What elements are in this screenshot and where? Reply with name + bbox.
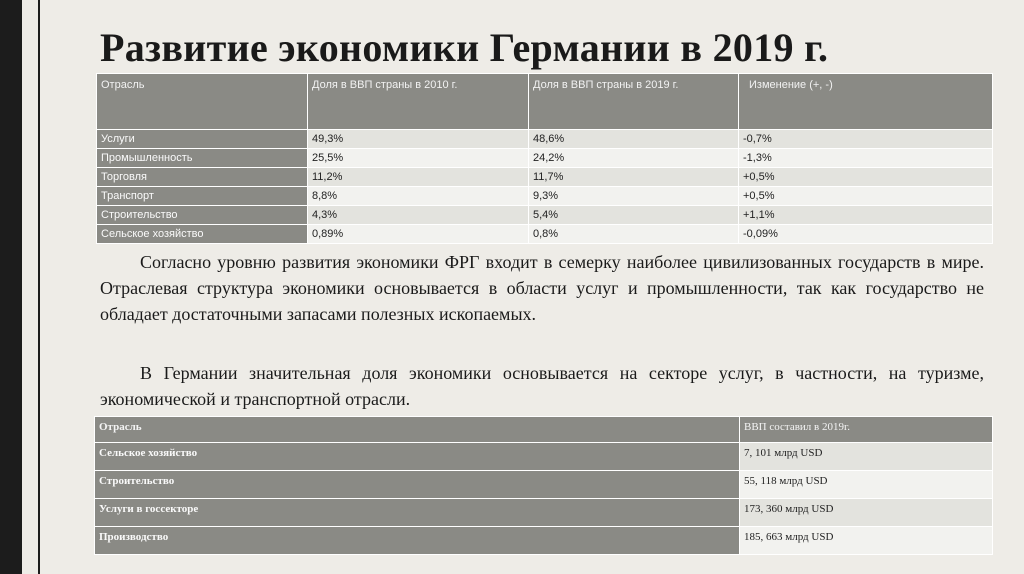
value-cell: 4,3% bbox=[308, 206, 529, 225]
value-cell: +0,5% bbox=[739, 187, 993, 206]
value-cell: -0,7% bbox=[739, 130, 993, 149]
sector-cell: Сельское хозяйство bbox=[95, 443, 740, 471]
table-row bbox=[97, 149, 993, 168]
sector-cell: Услуги bbox=[97, 130, 308, 149]
value-cell: 48,6% bbox=[529, 130, 739, 149]
sector-cell: Торговля bbox=[97, 168, 308, 187]
value-cell: 25,5% bbox=[308, 149, 529, 168]
value-cell: 11,7% bbox=[529, 168, 739, 187]
sector-cell: Строительство bbox=[95, 471, 740, 499]
value-cell: -0,09% bbox=[739, 225, 993, 244]
table-header-row bbox=[97, 74, 993, 130]
sector-cell: Транспорт bbox=[97, 187, 308, 206]
body-paragraph: В Германии значительная доля экономики основывается на секторе услуг, в частности, на туризме, экономической и транспортной отрасли. bbox=[100, 363, 984, 409]
value-cell: 173, 360 млрд USD bbox=[740, 499, 993, 527]
table-row bbox=[95, 443, 993, 471]
gdp-value-table bbox=[94, 416, 993, 555]
header-cell: Изменение (+, -) bbox=[739, 74, 993, 130]
sector-cell: Услуги в госсекторе bbox=[95, 499, 740, 527]
sector-cell: Промышленность bbox=[97, 149, 308, 168]
header-cell: Доля в ВВП страны в 2019 г. bbox=[529, 74, 739, 130]
header-cell: Отрасль bbox=[95, 417, 740, 443]
sector-cell: Производство bbox=[95, 527, 740, 555]
value-cell: 55, 118 млрд USD bbox=[740, 471, 993, 499]
value-cell: 11,2% bbox=[308, 168, 529, 187]
sector-cell: Строительство bbox=[97, 206, 308, 225]
slide-title: Развитие экономики Германии в 2019 г. bbox=[100, 25, 829, 70]
table-row bbox=[97, 225, 993, 244]
left-accent-gap bbox=[22, 0, 38, 574]
value-cell: 9,3% bbox=[529, 187, 739, 206]
value-cell: -1,3% bbox=[739, 149, 993, 168]
value-cell: 8,8% bbox=[308, 187, 529, 206]
body-paragraph: Согласно уровню развития экономики ФРГ входит в семерку наиболее цивилизованных государств в мире. Отраслевая структура экономики основывается в области услуг и промышленности, так как государство не обладает достаточными запасами полезных ископаемых. bbox=[100, 252, 984, 324]
table-row bbox=[95, 499, 993, 527]
value-cell: +1,1% bbox=[739, 206, 993, 225]
header-cell: Доля в ВВП страны в 2010 г. bbox=[308, 74, 529, 130]
header-cell: Отрасль bbox=[97, 74, 308, 130]
value-cell: 0,8% bbox=[529, 225, 739, 244]
left-accent-bar bbox=[0, 0, 22, 574]
left-accent-line bbox=[38, 0, 40, 574]
header-cell: ВВП составил в 2019г. bbox=[740, 417, 993, 443]
table-row bbox=[95, 527, 993, 555]
value-cell: 5,4% bbox=[529, 206, 739, 225]
table-row bbox=[97, 130, 993, 149]
table-row bbox=[95, 471, 993, 499]
value-cell: +0,5% bbox=[739, 168, 993, 187]
value-cell: 49,3% bbox=[308, 130, 529, 149]
table-row bbox=[97, 168, 993, 187]
table-row bbox=[97, 206, 993, 225]
value-cell: 185, 663 млрд USD bbox=[740, 527, 993, 555]
table-row bbox=[97, 187, 993, 206]
table-header-row bbox=[95, 417, 993, 443]
value-cell: 7, 101 млрд USD bbox=[740, 443, 993, 471]
gdp-share-table bbox=[96, 73, 993, 244]
value-cell: 24,2% bbox=[529, 149, 739, 168]
sector-cell: Сельское хозяйство bbox=[97, 225, 308, 244]
value-cell: 0,89% bbox=[308, 225, 529, 244]
